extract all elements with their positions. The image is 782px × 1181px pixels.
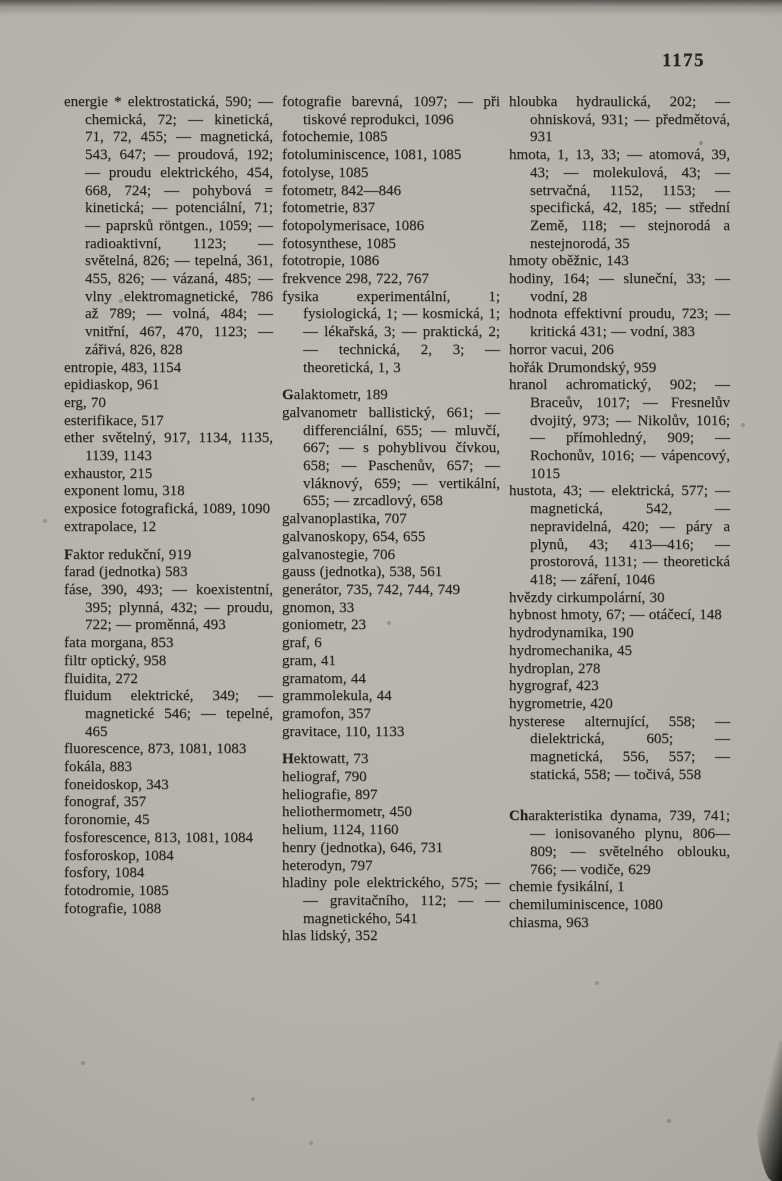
index-entry: energie * elektrostatická, 590; — chemická, 72; — kinetická, 71, 72, 455; — magnetická, 543, 647; — proudová, 192; — proudu elektrického, 454, 668, 724; — pohybová = kinetická; — potenciální, 71; — paprsků röntgen., 1059; — radioaktivní, 1123; — světelná, 826; — tepelná, 361, 455, 826; — vázaná, 485; — vlny elektromagnetické, 786 až 789; — volná, 484; — vnitřní, 467, 470, 1123; — zářivá, 826, 828 bbox=[64, 94, 273, 358]
index-entry: grammolekula, 44 bbox=[282, 688, 392, 705]
index-entry: chemiluminiscence, 1080 bbox=[509, 896, 663, 913]
index-entry: erg, 70 bbox=[64, 394, 106, 411]
index-entry: galvanoskopy, 654, 655 bbox=[282, 528, 426, 545]
index-entry: chemie fysikální, 1 bbox=[509, 879, 625, 896]
index-entry: fotosynthese, 1085 bbox=[282, 235, 396, 252]
index-entry: exhaustor, 215 bbox=[64, 465, 153, 482]
page-number: 1175 bbox=[662, 50, 705, 71]
index-entry: farad (jednotka) 583 bbox=[64, 564, 188, 581]
index-entry: Faktor redukční, 919 bbox=[64, 546, 192, 563]
index-entry: hodnota effektivní proudu, 723; — kritická 431; — vodní, 383 bbox=[509, 306, 730, 341]
index-entry: heliothermometr, 450 bbox=[282, 804, 412, 821]
index-entry: gravitace, 110, 1133 bbox=[282, 723, 405, 740]
index-entry: fotolyse, 1085 bbox=[282, 164, 369, 181]
index-entry: fototropie, 1086 bbox=[282, 253, 380, 270]
index-column-1 bbox=[64, 94, 273, 918]
index-entry: frekvence 298, 722, 767 bbox=[282, 271, 429, 288]
index-entry: heliograf, 790 bbox=[282, 769, 367, 786]
index-entry: hodiny, 164; — sluneční, 33; — vodní, 28 bbox=[509, 271, 730, 305]
index-entry: hygrograf, 423 bbox=[509, 678, 599, 695]
index-entry: gramofon, 357 bbox=[282, 705, 371, 722]
index-entry: henry (jednotka), 646, 731 bbox=[282, 839, 444, 856]
index-entry: goniometr, 23 bbox=[282, 617, 367, 634]
index-entry: fotografie, 1088 bbox=[64, 900, 162, 917]
index-entry: hořák Drumondský, 959 bbox=[509, 359, 657, 376]
index-entry: fluidum elektrické, 349; — magnetické 546; — tepelné, 465 bbox=[64, 688, 273, 740]
index-entry: gauss (jednotka), 538, 561 bbox=[282, 564, 443, 581]
index-entry: fotochemie, 1085 bbox=[282, 129, 388, 146]
index-column-2 bbox=[282, 94, 500, 946]
index-entry: Charakteristika dynama, 739, 741; — ionisovaného plynu, 806—809; — světelného oblouku, 766; — vodiče, 629 bbox=[509, 808, 730, 878]
index-entry: epidiaskop, 961 bbox=[64, 377, 160, 394]
paper-specks bbox=[0, 0, 2, 2]
index-entry: fluidita, 272 bbox=[64, 670, 138, 687]
index-entry: foneidoskop, 343 bbox=[64, 776, 169, 793]
index-entry: hlas lidský, 352 bbox=[282, 928, 378, 945]
index-column-3 bbox=[509, 94, 730, 932]
index-entry: hydroplan, 278 bbox=[509, 660, 601, 677]
index-entry: galvanostegie, 706 bbox=[282, 546, 395, 563]
index-entry: gram, 41 bbox=[282, 652, 336, 669]
index-columns bbox=[64, 94, 730, 946]
index-entry: chiasma, 963 bbox=[509, 914, 589, 931]
index-entry: graf, 6 bbox=[282, 635, 322, 652]
index-entry: fotometrie, 837 bbox=[282, 200, 375, 217]
index-entry: extrapolace, 12 bbox=[64, 518, 157, 535]
index-entry: hybnost hmoty, 67; — otáčecí, 148 bbox=[509, 607, 722, 624]
index-entry: fata morgana, 853 bbox=[64, 635, 174, 652]
index-entry: gramatom, 44 bbox=[282, 670, 366, 687]
index-entry: fotopolymerisace, 1086 bbox=[282, 217, 425, 234]
index-entry: galvanometr ballistický, 661; — differenciální, 655; — mluvčí, 667; — s pohyblivou čívkou, 658; — Paschenův, 657; — vláknový, 659; — vertikální, 655; — zrcadlový, 658 bbox=[282, 404, 500, 510]
index-entry: fosforescence, 813, 1081, 1084 bbox=[64, 829, 253, 846]
index-entry: helium, 1124, 1160 bbox=[282, 822, 399, 839]
index-entry: fonograf, 357 bbox=[64, 794, 147, 811]
index-entry: Galaktometr, 189 bbox=[282, 387, 388, 404]
index-entry: hydromechanika, 45 bbox=[509, 642, 632, 659]
scan-top-edge-shadow bbox=[0, 0, 782, 16]
index-entry: heliografie, 897 bbox=[282, 786, 378, 803]
index-entry: generátor, 735, 742, 744, 749 bbox=[282, 581, 461, 598]
index-entry: fotografie barevná, 1097; — při tiskové reprodukci, 1096 bbox=[282, 94, 500, 128]
index-entry: fotodromie, 1085 bbox=[64, 882, 169, 899]
index-entry: fokála, 883 bbox=[64, 759, 132, 776]
index-entry: horror vacui, 206 bbox=[509, 341, 614, 358]
index-entry: esterifikace, 517 bbox=[64, 412, 164, 429]
index-entry: exposice fotografická, 1089, 1090 bbox=[64, 501, 271, 518]
index-entry: fotoluminiscence, 1081, 1085 bbox=[282, 147, 462, 164]
index-entry: hmota, 1, 13, 33; — atomová, 39, 43; — molekulová, 43; — setrvačná, 1152, 1153; — specifická, 42, 185; — střední Země, 118; — stejnorodá a nestejnorodá, 35 bbox=[509, 147, 730, 252]
index-entry: exponent lomu, 318 bbox=[64, 483, 185, 500]
index-entry: foronomie, 45 bbox=[64, 812, 150, 829]
index-entry: fosfory, 1084 bbox=[64, 865, 145, 882]
index-entry: fosforoskop, 1084 bbox=[64, 847, 174, 864]
index-entry: filtr optický, 958 bbox=[64, 652, 167, 669]
page-curl-shadow bbox=[752, 1041, 782, 1181]
index-entry: hygrometrie, 420 bbox=[509, 695, 613, 712]
index-entry: hvězdy cirkumpolární, 30 bbox=[509, 589, 665, 606]
index-entry: fotometr, 842—846 bbox=[282, 182, 402, 199]
index-entry: Hektowatt, 73 bbox=[282, 751, 369, 768]
index-entry: heterodyn, 797 bbox=[282, 857, 373, 874]
index-entry: entropie, 483, 1154 bbox=[64, 359, 182, 376]
index-entry: hmoty oběžnic, 143 bbox=[509, 253, 629, 270]
index-entry: fáse, 390, 493; — koexistentní, 395; plynná, 432; — proudu, 722; — proměnná, 493 bbox=[64, 581, 273, 634]
index-entry: hustota, 43; — elektrická, 577; — magnetická, 542, — nepravidelná, 420; — páry a plynů, 43; 413—416; — prostorová, 1131; — theoretická 418; — záření, 1046 bbox=[509, 483, 730, 588]
index-entry: hloubka hydraulická, 202; — ohnisková, 931; — předmětová, 931 bbox=[509, 94, 730, 146]
index-entry: hysterese alternující, 558; — dielektrická, 605; — magnetická, 556, 557; — statická, 558; — točivá, 558 bbox=[509, 713, 730, 783]
index-entry: gnomon, 33 bbox=[282, 599, 355, 616]
index-entry: hladiny pole elektrického, 575; — — gravitačního, 112; — — magnetického, 541 bbox=[282, 875, 500, 927]
index-entry: fysika experimentální, 1; fysiologická, 1; — kosmická, 1; — lékařská, 3; — praktická, 2; — technická, 2, 3; — theoretická, 1, 3 bbox=[282, 288, 500, 376]
index-entry: galvanoplastika, 707 bbox=[282, 511, 407, 528]
index-entry: hydrodynamika, 190 bbox=[509, 625, 634, 642]
index-entry: hranol achromatický, 902; — Braceův, 1017; — Fresnelův dvojitý, 973; — Nikolův, 1016; — přímohledný, 909; — Rochonův, 1016; — vápencový, 1015 bbox=[509, 377, 730, 482]
index-entry: ether světelný, 917, 1134, 1135, 1139, 1143 bbox=[64, 430, 273, 465]
index-entry: fluorescence, 873, 1081, 1083 bbox=[64, 741, 247, 758]
